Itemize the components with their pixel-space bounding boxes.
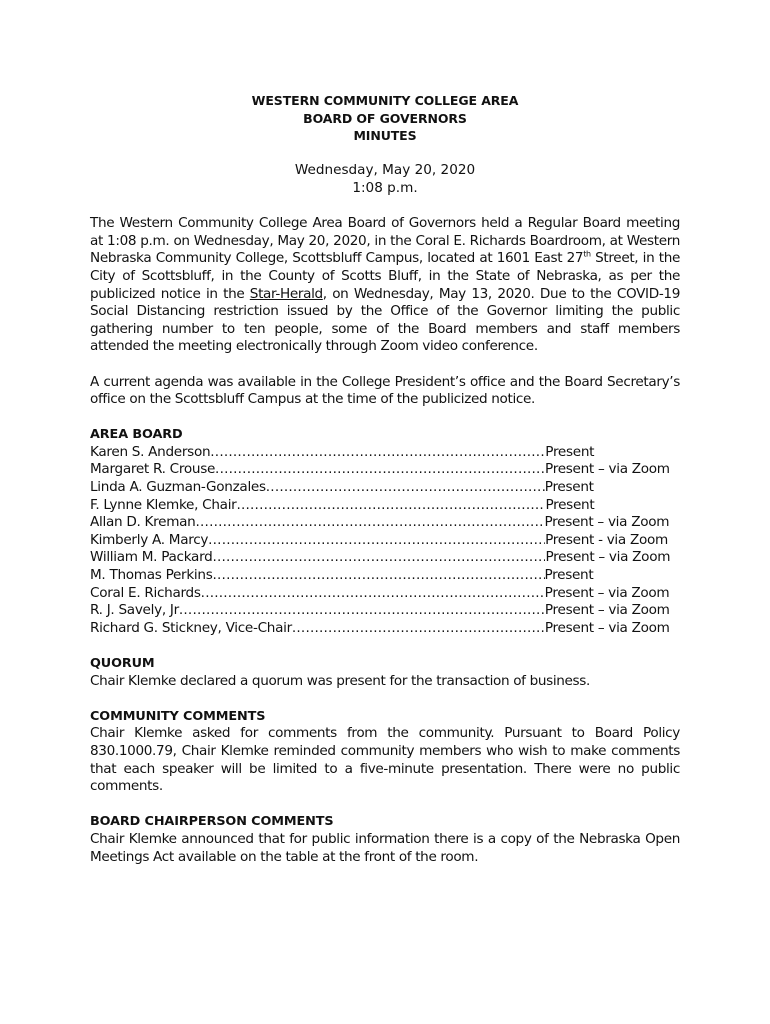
roster-row — [90, 461, 680, 479]
attendance-status: Present — [545, 443, 595, 460]
member-name: Karen S. Anderson — [90, 443, 211, 460]
dot-leader — [212, 549, 545, 567]
member-name: William M. Packard — [90, 549, 213, 566]
dot-leader — [213, 567, 545, 585]
meeting-date: Wednesday, May 20, 2020 — [294, 162, 476, 179]
attendance-status: Present – via Zoom — [545, 461, 670, 478]
roster-row — [90, 514, 680, 532]
document-header — [90, 92, 680, 198]
roster-row — [90, 444, 680, 462]
dot-leader — [236, 497, 545, 515]
meeting-time: 1:08 p.m. — [352, 179, 418, 196]
board-name: BOARD OF GOVERNORS — [303, 110, 467, 126]
member-name: Richard G. Stickney, Vice-Chair — [90, 619, 292, 636]
roster-row — [90, 479, 680, 497]
newspaper-name: Star-Herald — [249, 285, 323, 302]
community-comments-text: Chair Klemke asked for comments from the community. Pursuant to Board Policy 830.1000.79, Chair Klemke reminded community members who wish to make comments that each speaker will be limited to a five-minute presentation. There were no public comments. — [90, 725, 680, 795]
attendance-status: Present – via Zoom — [544, 584, 670, 601]
roster-row — [90, 497, 680, 515]
attendance-status: Present — [545, 496, 595, 513]
dot-leader — [208, 532, 545, 550]
dot-leader — [266, 479, 545, 497]
intro-text-1: The Western Community College Area Board of Governors held a Regular Board meeting at 1:08 p.m. on Wednesday, May 20, 2020, in the Coral E. Richards Boardroom, at Western Nebraska Community College, Scottsbluff Campus, located at 1601 East 27 — [90, 215, 680, 267]
roster-row — [90, 567, 680, 585]
attendance-status: Present — [544, 479, 594, 496]
roster-row — [90, 585, 680, 603]
attendance-roster — [90, 444, 680, 638]
attendance-status: Present – via Zoom — [544, 602, 670, 619]
minutes-body — [90, 92, 680, 866]
dot-leader — [179, 602, 545, 620]
roster-row — [90, 620, 680, 638]
community-comments-heading: COMMUNITY COMMENTS — [90, 708, 266, 724]
ordinal-suffix: th — [583, 249, 591, 259]
chair-comments-text: Chair Klemke announced that for public information there is a copy of the Nebraska Open Meetings Act available on the table at the front of the room. — [90, 830, 680, 865]
roster-row — [90, 549, 680, 567]
member-name: Margaret R. Crouse — [90, 461, 216, 478]
member-name: Coral E. Richards — [90, 584, 201, 601]
intro-text-2: Street, in the City of Scottsbluff, in the County of Scotts Bluff, in the State of Nebraska, as per the publicized notice in the — [90, 250, 681, 302]
chair-comments-heading: BOARD CHAIRPERSON COMMENTS — [90, 814, 334, 830]
intro-paragraph — [90, 215, 680, 356]
dot-leader — [215, 461, 545, 479]
quorum-heading: QUORUM — [90, 656, 155, 671]
member-name: Allan D. Kreman — [90, 514, 196, 531]
member-name: F. Lynne Klemke, Chair — [90, 496, 237, 513]
roster-row — [90, 532, 680, 550]
attendance-status: Present — [544, 567, 594, 584]
dot-leader — [292, 620, 545, 638]
quorum-text: Chair Klemke declared a quorum was present for the transaction of business. — [90, 672, 590, 689]
roster-row — [90, 602, 680, 620]
document-type: MINUTES — [353, 128, 417, 144]
attendance-status: Present – via Zoom — [544, 619, 670, 636]
member-name: Linda A. Guzman-Gonzales — [90, 479, 266, 496]
member-name: Kimberly A. Marcy — [90, 531, 209, 548]
org-name: WESTERN COMMUNITY COLLEGE AREA — [251, 93, 519, 108]
dot-leader — [196, 514, 545, 532]
attendance-status: Present – via Zoom — [544, 514, 670, 531]
area-board-heading: AREA BOARD — [90, 427, 183, 443]
attendance-status: Present - via Zoom — [545, 531, 668, 548]
member-name: M. Thomas Perkins — [90, 567, 213, 584]
intro-text-3: , on Wednesday, May 13, 2020. Due to the COVID-19 Social Distancing restriction issued by the Office of the Governor limiting the public gathering number to ten people, some of the Board members and staff members attended the meeting electronically through Zoom video conference. — [90, 285, 680, 355]
member-name: R. J. Savely, Jr — [90, 602, 179, 619]
agenda-paragraph: A current agenda was available in the College President’s office and the Board Secretary’s office on the Scottsbluff Campus at the time of the publicized notice. — [90, 373, 680, 408]
attendance-status: Present – via Zoom — [545, 549, 671, 566]
dot-leader — [210, 444, 545, 462]
dot-leader — [201, 585, 545, 603]
